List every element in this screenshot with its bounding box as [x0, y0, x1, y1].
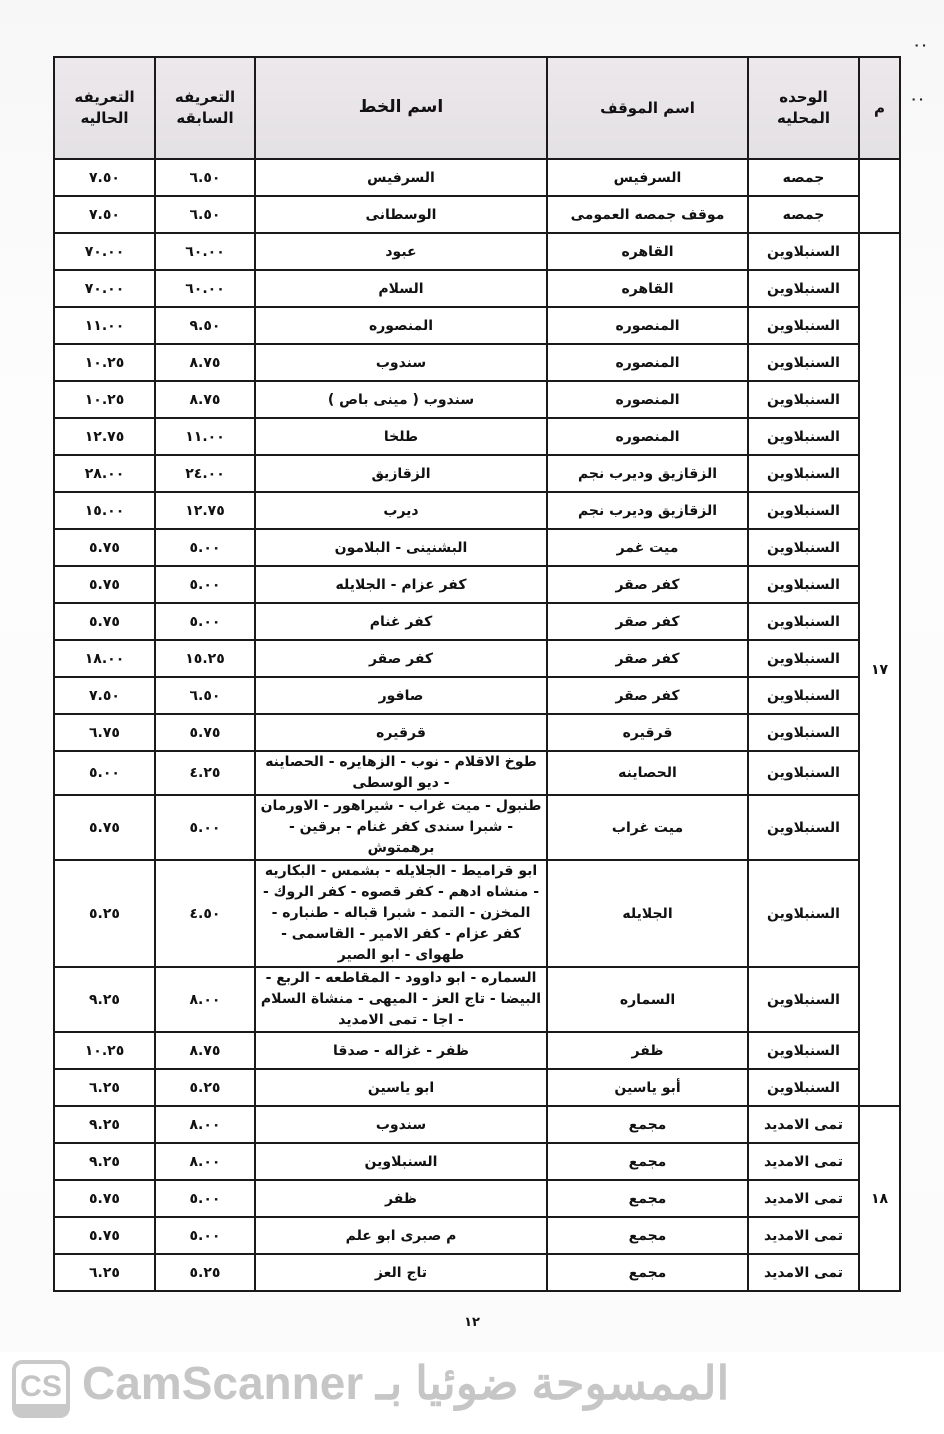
cell-index: ١٨: [859, 1106, 900, 1291]
cell-current-fare: ٥.٧٥: [54, 529, 155, 566]
cell-stop-name: موقف جمصه العمومى: [547, 196, 748, 233]
cell-stop-name: السماره: [547, 967, 748, 1032]
cell-line-name: سندوب: [255, 1106, 547, 1143]
cell-stop-name: ميت غمر: [547, 529, 748, 566]
cell-line-name: الزقازيق: [255, 455, 547, 492]
cell-previous-fare: ٥.٢٥: [155, 1254, 255, 1291]
cell-current-fare: ٢٨.٠٠: [54, 455, 155, 492]
cell-local-unit: السنبلاوين: [748, 795, 859, 860]
cell-line-name: السلام: [255, 270, 547, 307]
cell-previous-fare: ٥.٠٠: [155, 1217, 255, 1254]
cell-local-unit: السنبلاوين: [748, 714, 859, 751]
cell-stop-name: السرفيس: [547, 159, 748, 196]
cell-line-name: المنصوره: [255, 307, 547, 344]
cell-current-fare: ٧.٥٠: [54, 196, 155, 233]
cell-line-name: ديرب: [255, 492, 547, 529]
cell-stop-name: الجلايله: [547, 860, 748, 967]
table-row: [54, 1180, 900, 1217]
cell-previous-fare: ٥.٠٠: [155, 603, 255, 640]
cell-current-fare: ١٥.٠٠: [54, 492, 155, 529]
cell-current-fare: ٧.٥٠: [54, 677, 155, 714]
cell-local-unit: السنبلاوين: [748, 307, 859, 344]
cell-current-fare: ١١.٠٠: [54, 307, 155, 344]
table-row: [54, 1217, 900, 1254]
table-row: [54, 196, 900, 233]
fare-table: [53, 56, 901, 1292]
cell-current-fare: ٥.٧٥: [54, 566, 155, 603]
cell-stop-name: المنصوره: [547, 418, 748, 455]
cell-current-fare: ٧.٥٠: [54, 159, 155, 196]
table-row: [54, 1032, 900, 1069]
table-row: [54, 677, 900, 714]
cell-previous-fare: ٥.٠٠: [155, 795, 255, 860]
cell-stop-name: المنصوره: [547, 344, 748, 381]
cell-previous-fare: ٨.٧٥: [155, 381, 255, 418]
table-row: [54, 381, 900, 418]
page-mark-side: ٠٠: [910, 92, 925, 106]
table-row: [54, 1143, 900, 1180]
cell-previous-fare: ٥.٢٥: [155, 1069, 255, 1106]
cell-current-fare: ٩.٢٥: [54, 1143, 155, 1180]
cell-local-unit: تمى الامديد: [748, 1254, 859, 1291]
cell-stop-name: مجمع: [547, 1217, 748, 1254]
table-row: [54, 307, 900, 344]
cell-local-unit: السنبلاوين: [748, 529, 859, 566]
cell-line-name: البشنينى - البلامون: [255, 529, 547, 566]
cell-line-name: كفر غنام: [255, 603, 547, 640]
table-row: [54, 455, 900, 492]
cell-line-name: طنبول - ميت غراب - شيراهور - الاورمان - شبرا سندى كفر غنام - برقين - برهمتوش: [255, 795, 547, 860]
header-previous-fare: التعريفه السابقه: [155, 57, 255, 159]
cell-local-unit: السنبلاوين: [748, 603, 859, 640]
cell-current-fare: ٩.٢٥: [54, 1106, 155, 1143]
cell-line-name: تاج العز: [255, 1254, 547, 1291]
cell-previous-fare: ٥.٠٠: [155, 1180, 255, 1217]
cell-previous-fare: ٥.٧٥: [155, 714, 255, 751]
cell-previous-fare: ٤.٢٥: [155, 751, 255, 795]
cell-current-fare: ١٠.٢٥: [54, 1032, 155, 1069]
cell-line-name: ابو ياسين: [255, 1069, 547, 1106]
cell-previous-fare: ١٥.٢٥: [155, 640, 255, 677]
cell-previous-fare: ٤.٥٠: [155, 860, 255, 967]
cell-previous-fare: ١٢.٧٥: [155, 492, 255, 529]
cell-local-unit: السنبلاوين: [748, 860, 859, 967]
cell-stop-name: مجمع: [547, 1143, 748, 1180]
cell-local-unit: السنبلاوين: [748, 751, 859, 795]
cell-local-unit: السنبلاوين: [748, 967, 859, 1032]
cell-local-unit: جمصه: [748, 196, 859, 233]
cell-current-fare: ١٠.٢٥: [54, 381, 155, 418]
table-row: [54, 270, 900, 307]
table-row: [54, 1069, 900, 1106]
cell-line-name: عبود: [255, 233, 547, 270]
table-row: [54, 159, 900, 196]
cell-current-fare: ٥.٧٥: [54, 795, 155, 860]
header-current-fare: التعريفه الحاليه: [54, 57, 155, 159]
cell-current-fare: ٩.٢٥: [54, 967, 155, 1032]
table-row: [54, 1254, 900, 1291]
table-row: [54, 603, 900, 640]
cell-stop-name: مجمع: [547, 1106, 748, 1143]
cell-local-unit: تمى الامديد: [748, 1180, 859, 1217]
cell-current-fare: ٦.٧٥: [54, 714, 155, 751]
cell-local-unit: السنبلاوين: [748, 270, 859, 307]
cell-previous-fare: ٦٠.٠٠: [155, 270, 255, 307]
cell-stop-name: أبو ياسين: [547, 1069, 748, 1106]
cell-previous-fare: ٢٤.٠٠: [155, 455, 255, 492]
cell-previous-fare: ٨.٧٥: [155, 344, 255, 381]
cell-stop-name: ميت غراب: [547, 795, 748, 860]
table-row: [54, 751, 900, 795]
cell-stop-name: ظفر: [547, 1032, 748, 1069]
cell-local-unit: السنبلاوين: [748, 677, 859, 714]
cell-previous-fare: ٦.٥٠: [155, 159, 255, 196]
cell-previous-fare: ٥.٠٠: [155, 529, 255, 566]
cell-stop-name: المنصوره: [547, 381, 748, 418]
header-stop-name: اسم الموقف: [547, 57, 748, 159]
cell-local-unit: السنبلاوين: [748, 1069, 859, 1106]
cell-local-unit: السنبلاوين: [748, 566, 859, 603]
table-row: [54, 566, 900, 603]
cell-previous-fare: ٥.٠٠: [155, 566, 255, 603]
cell-local-unit: السنبلاوين: [748, 233, 859, 270]
cell-line-name: م صبرى ابو علم: [255, 1217, 547, 1254]
cell-line-name: الوسطانى: [255, 196, 547, 233]
cell-stop-name: مجمع: [547, 1180, 748, 1217]
header-local-unit: الوحده المحليه: [748, 57, 859, 159]
cell-previous-fare: ٨.٠٠: [155, 967, 255, 1032]
cell-line-name: طوخ الاقلام - نوب - الزهايره - الحصاينه - ديو الوسطى: [255, 751, 547, 795]
cell-current-fare: ٧٠.٠٠: [54, 270, 155, 307]
cell-local-unit: تمى الامديد: [748, 1143, 859, 1180]
cell-current-fare: ٥.٠٠: [54, 751, 155, 795]
cell-previous-fare: ٨.٧٥: [155, 1032, 255, 1069]
cell-local-unit: تمى الامديد: [748, 1106, 859, 1143]
cell-current-fare: ٥.٢٥: [54, 860, 155, 967]
cell-line-name: صافور: [255, 677, 547, 714]
cell-local-unit: السنبلاوين: [748, 492, 859, 529]
cell-current-fare: ٧٠.٠٠: [54, 233, 155, 270]
cell-line-name: السنبلاوين: [255, 1143, 547, 1180]
cell-line-name: ابو قراميط - الجلايله - بشمس - البكاريه - منشاه ادهم - كفر قصوه - كفر الروك - المخزن - التمد - شبرا قباله - طنباره - كفر عزام - كفر الامير - القاسمى - طهواى - ابو الصير: [255, 860, 547, 967]
cell-current-fare: ٥.٧٥: [54, 1217, 155, 1254]
cell-local-unit: السنبلاوين: [748, 344, 859, 381]
cell-local-unit: السنبلاوين: [748, 640, 859, 677]
cell-current-fare: ١٢.٧٥: [54, 418, 155, 455]
table-row: [54, 640, 900, 677]
cell-stop-name: قرقيره: [547, 714, 748, 751]
camscanner-watermark-text: الممسوحة ضوئيا بـ CamScanner: [82, 1357, 730, 1409]
table-row: [54, 795, 900, 860]
header-line-name: اسم الخط: [255, 57, 547, 159]
table-row: [54, 714, 900, 751]
table-row: [54, 492, 900, 529]
cell-stop-name: الزقازيق وديرب نجم: [547, 492, 748, 529]
cell-current-fare: ٦.٢٥: [54, 1069, 155, 1106]
cell-previous-fare: ١١.٠٠: [155, 418, 255, 455]
cell-line-name: كفر صقر: [255, 640, 547, 677]
cell-local-unit: السنبلاوين: [748, 1032, 859, 1069]
cell-stop-name: الزقازيق وديرب نجم: [547, 455, 748, 492]
cell-line-name: سندوب: [255, 344, 547, 381]
header-index: م: [859, 57, 900, 159]
cell-previous-fare: ٨.٠٠: [155, 1143, 255, 1180]
cell-stop-name: القاهره: [547, 233, 748, 270]
cell-stop-name: كفر صقر: [547, 677, 748, 714]
cell-previous-fare: ٦.٥٠: [155, 196, 255, 233]
cell-current-fare: ١٠.٢٥: [54, 344, 155, 381]
cell-local-unit: جمصه: [748, 159, 859, 196]
table-row: [54, 860, 900, 967]
cell-local-unit: السنبلاوين: [748, 455, 859, 492]
cell-stop-name: الحصاينه: [547, 751, 748, 795]
cell-local-unit: السنبلاوين: [748, 418, 859, 455]
cell-line-name: كفر عزام - الجلايله: [255, 566, 547, 603]
table-header-row: [54, 57, 900, 159]
cell-line-name: سندوب ( مينى باص ): [255, 381, 547, 418]
table-row: [54, 967, 900, 1032]
cell-current-fare: ٦.٢٥: [54, 1254, 155, 1291]
page-mark-top: ٠٠: [913, 38, 928, 52]
cell-line-name: قرقيره: [255, 714, 547, 751]
cell-stop-name: القاهره: [547, 270, 748, 307]
cell-previous-fare: ٨.٠٠: [155, 1106, 255, 1143]
cell-current-fare: ١٨.٠٠: [54, 640, 155, 677]
cell-line-name: ظفر: [255, 1180, 547, 1217]
table-row: [54, 233, 900, 270]
cell-stop-name: المنصوره: [547, 307, 748, 344]
cell-line-name: طلخا: [255, 418, 547, 455]
cell-index: ١٧: [859, 233, 900, 1106]
cell-stop-name: كفر صقر: [547, 603, 748, 640]
table-row: [54, 418, 900, 455]
cell-previous-fare: ٩.٥٠: [155, 307, 255, 344]
cell-current-fare: ٥.٧٥: [54, 1180, 155, 1217]
cell-line-name: السرفيس: [255, 159, 547, 196]
table-row: [54, 1106, 900, 1143]
cell-local-unit: السنبلاوين: [748, 381, 859, 418]
cell-previous-fare: ٦٠.٠٠: [155, 233, 255, 270]
table-row: [54, 344, 900, 381]
cell-stop-name: مجمع: [547, 1254, 748, 1291]
table-row: [54, 529, 900, 566]
cell-previous-fare: ٦.٥٠: [155, 677, 255, 714]
cell-current-fare: ٥.٧٥: [54, 603, 155, 640]
cell-index: [859, 159, 900, 233]
cell-line-name: ظفر - غزاله - صدقا: [255, 1032, 547, 1069]
camscanner-logo-icon: CS: [12, 1360, 70, 1418]
cell-local-unit: تمى الامديد: [748, 1217, 859, 1254]
page-number: ١٢: [464, 1315, 480, 1330]
cell-stop-name: كفر صقر: [547, 566, 748, 603]
cell-line-name: السماره - ابو داوود - المقاطعه - الربع - البيضا - تاج العز - الميهى - منشاة السلام - اجا - تمى الامديد: [255, 967, 547, 1032]
cell-stop-name: كفر صقر: [547, 640, 748, 677]
